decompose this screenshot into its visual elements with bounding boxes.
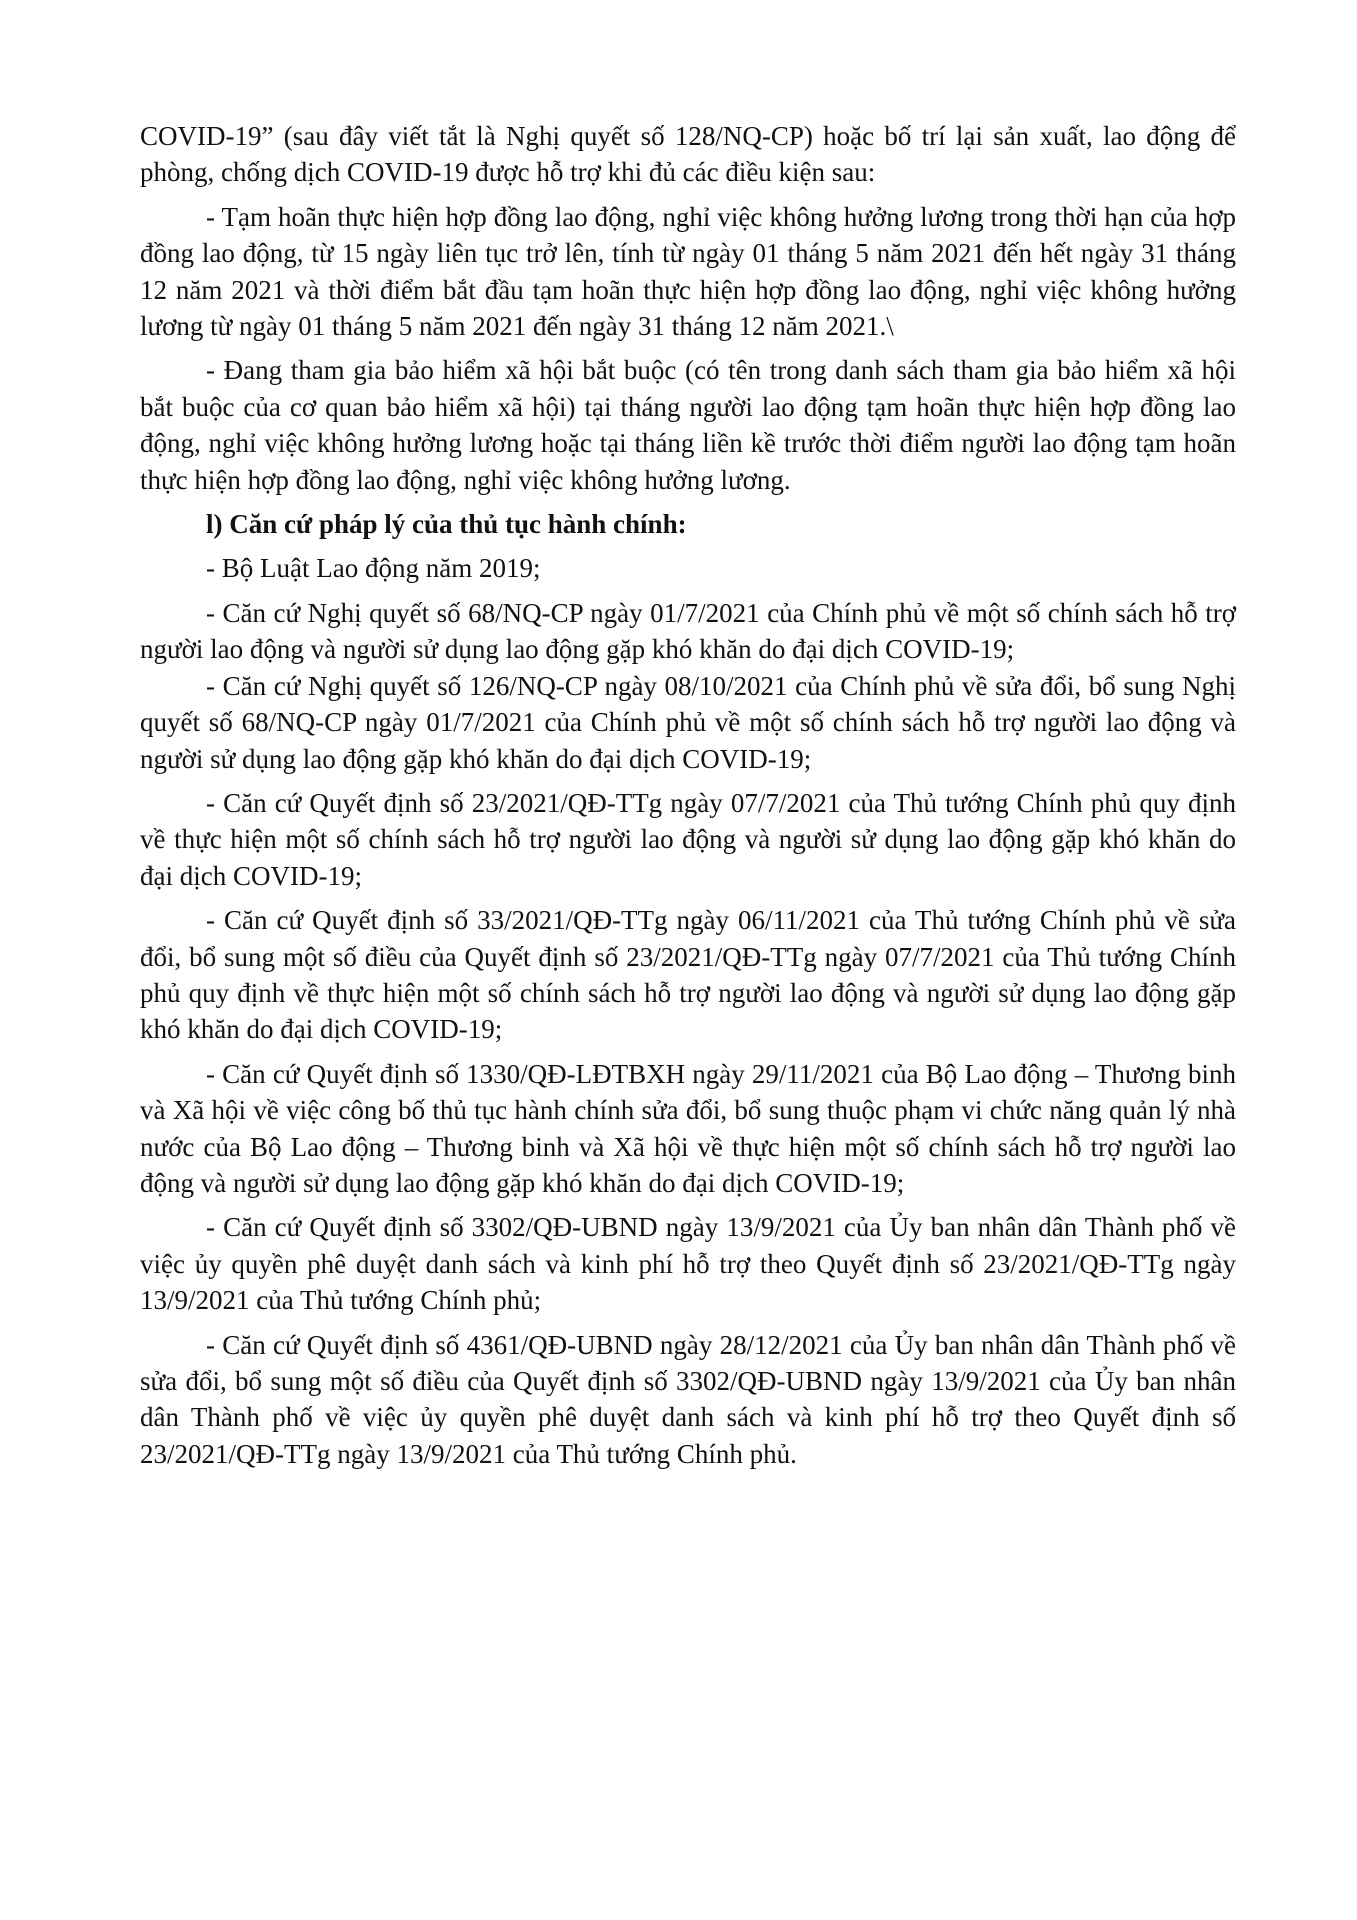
legal-basis-item: - Bộ Luật Lao động năm 2019; <box>206 553 541 584</box>
legal-basis-item: - Căn cứ Quyết định số 3302/QĐ-UBND ngày 13/9/2021 của Ủy ban nhân dân Thành phố về việc ủy quyền phê duyệt danh sách và kinh phí hỗ trợ theo Quyết định số 23/2021/QĐ-TTg ngày 13/9/2021 của Thủ tướng Chính phủ; <box>140 1212 1236 1316</box>
section-heading: l) Căn cứ pháp lý của thủ tục hành chính: <box>206 509 687 540</box>
document-page <box>140 118 1236 1472</box>
legal-basis-item: - Căn cứ Nghị quyết số 68/NQ-CP ngày 01/7/2021 của Chính phủ về một số chính sách hỗ trợ người lao động và người sử dụng lao động gặp khó khăn do đại dịch COVID-19; <box>140 597 1236 665</box>
condition-paragraph-1: - Tạm hoãn thực hiện hợp đồng lao động, nghỉ việc không hưởng lương trong thời hạn của hợp đồng lao động, từ 15 ngày liên tục trở lên, tính từ ngày 01 tháng 5 năm 2021 đến hết ngày 31 tháng 12 năm 2021 và thời điểm bắt đầu tạm hoãn thực hiện hợp đồng lao động, nghỉ việc không hưởng lương từ ngày 01 tháng 5 năm 2021 đến ngày 31 tháng 12 năm 2021.\ <box>140 201 1236 342</box>
legal-basis-item: - Căn cứ Quyết định số 33/2021/QĐ-TTg ngày 06/11/2021 của Thủ tướng Chính phủ về sửa đổi, bổ sung một số điều của Quyết định số 23/2021/QĐ-TTg ngày 07/7/2021 của Thủ tướng Chính phủ quy định về thực hiện một số chính sách hỗ trợ người lao động và người sử dụng lao động gặp khó khăn do đại dịch COVID-19; <box>140 905 1236 1045</box>
legal-basis-item: - Căn cứ Quyết định số 4361/QĐ-UBND ngày 28/12/2021 của Ủy ban nhân dân Thành phố về sửa đổi, bổ sung một số điều của Quyết định số 3302/QĐ-UBND ngày 13/9/2021 của Ủy ban nhân dân Thành phố về việc ủy quyền phê duyệt danh sách và kinh phí hỗ trợ theo Quyết định số 23/2021/QĐ-TTg ngày 13/9/2021 của Thủ tướng Chính phủ. <box>140 1329 1236 1469</box>
legal-basis-item: - Căn cứ Nghị quyết số 126/NQ-CP ngày 08/10/2021 của Chính phủ về sửa đổi, bổ sung Nghị quyết số 68/NQ-CP ngày 01/7/2021 của Chính phủ về một số chính sách hỗ trợ người lao động và người sử dụng lao động gặp khó khăn do đại dịch COVID-19; <box>140 670 1236 774</box>
legal-basis-item: - Căn cứ Quyết định số 1330/QĐ-LĐTBXH ngày 29/11/2021 của Bộ Lao động – Thương binh và Xã hội về việc công bố thủ tục hành chính sửa đổi, bổ sung thuộc phạm vi chức năng quản lý nhà nước của Bộ Lao động – Thương binh và Xã hội về thực hiện một số chính sách hỗ trợ người lao động và người sử dụng lao động gặp khó khăn do đại dịch COVID-19; <box>140 1058 1236 1198</box>
condition-paragraph-2: - Đang tham gia bảo hiểm xã hội bắt buộc (có tên trong danh sách tham gia bảo hiểm xã hội bắt buộc của cơ quan bảo hiểm xã hội) tại tháng người lao động tạm hoãn thực hiện hợp đồng lao động, nghỉ việc không hưởng lương hoặc tại tháng liền kề trước thời điểm người lao động tạm hoãn thực hiện hợp đồng lao động, nghỉ việc không hưởng lương. <box>140 355 1236 495</box>
legal-basis-item: - Căn cứ Quyết định số 23/2021/QĐ-TTg ngày 07/7/2021 của Thủ tướng Chính phủ quy định về thực hiện một số chính sách hỗ trợ người lao động và người sử dụng lao động gặp khó khăn do đại dịch COVID-19; <box>140 787 1236 891</box>
intro-paragraph: COVID-19” (sau đây viết tắt là Nghị quyết số 128/NQ-CP) hoặc bố trí lại sản xuất, lao động để phòng, chống dịch COVID-19 được hỗ trợ khi đủ các điều kiện sau: <box>140 121 1236 188</box>
